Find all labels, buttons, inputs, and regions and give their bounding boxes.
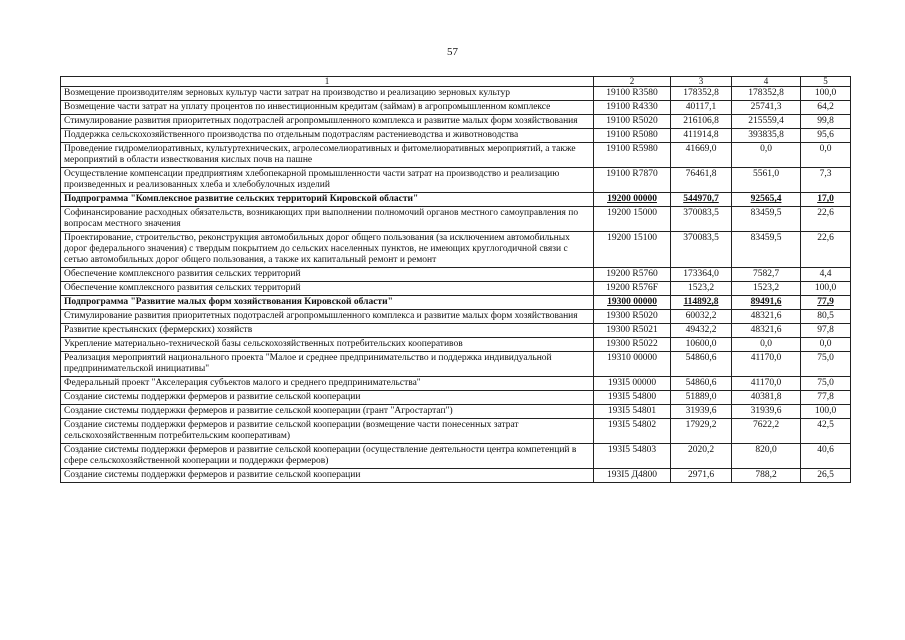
row-value-cell: 95,6 bbox=[801, 129, 851, 143]
row-code-cell: 193I5 Д4800 bbox=[594, 469, 671, 483]
row-name-cell: Проектирование, строительство, реконструкция автомобильных дорог общего пользования (за исключением автомобильных дорог федерального значения) с твердым покрытием до сельских населенных пунктов, не имеющих круглогодичной связи с сетью автомобильных дорог общего пользования, а также их капитальный ремонт и ремонт bbox=[61, 232, 594, 268]
row-value-cell: 26,5 bbox=[801, 469, 851, 483]
table-row bbox=[61, 232, 851, 268]
row-value-cell: 393835,8 bbox=[732, 129, 801, 143]
row-value-cell: 83459,5 bbox=[732, 207, 801, 232]
row-code-cell: 19100 R5080 bbox=[594, 129, 671, 143]
row-value-cell: 41170,0 bbox=[732, 352, 801, 377]
row-code-cell: 19200 15000 bbox=[594, 207, 671, 232]
row-name-cell: Укрепление материально-технической базы сельскохозяйственных потребительских кооперативов bbox=[61, 338, 594, 352]
row-value-cell: 114892,8 bbox=[671, 296, 732, 310]
row-code-cell: 19100 R5980 bbox=[594, 143, 671, 168]
row-value-cell: 5561,0 bbox=[732, 168, 801, 193]
row-value-cell: 7582,7 bbox=[732, 268, 801, 282]
row-code-cell: 19100 R3580 bbox=[594, 87, 671, 101]
row-code-cell: 19200 00000 bbox=[594, 193, 671, 207]
table-row bbox=[61, 207, 851, 232]
row-code-cell: 19300 R5020 bbox=[594, 310, 671, 324]
table-row bbox=[61, 268, 851, 282]
column-header: 1 bbox=[61, 77, 594, 87]
table-row bbox=[61, 391, 851, 405]
table-row bbox=[61, 324, 851, 338]
row-code-cell: 193I5 54801 bbox=[594, 405, 671, 419]
row-value-cell: 173364,0 bbox=[671, 268, 732, 282]
row-value-cell: 178352,8 bbox=[671, 87, 732, 101]
row-value-cell: 54860,6 bbox=[671, 377, 732, 391]
row-name-cell: Поддержка сельскохозяйственного производства по отдельным подотраслям растениеводства и животноводства bbox=[61, 129, 594, 143]
row-value-cell: 100,0 bbox=[801, 87, 851, 101]
table-row bbox=[61, 444, 851, 469]
table-row bbox=[61, 115, 851, 129]
row-value-cell: 41669,0 bbox=[671, 143, 732, 168]
row-value-cell: 97,8 bbox=[801, 324, 851, 338]
row-name-cell: Проведение гидромелиоративных, культуртехнических, агролесомелиоративных и фитомелиоративных мероприятий, а также мероприятий в области известкования кислых почв на пашне bbox=[61, 143, 594, 168]
row-value-cell: 83459,5 bbox=[732, 232, 801, 268]
row-value-cell: 77,9 bbox=[801, 296, 851, 310]
column-header: 4 bbox=[732, 77, 801, 87]
row-value-cell: 100,0 bbox=[801, 405, 851, 419]
row-value-cell: 40381,8 bbox=[732, 391, 801, 405]
row-name-cell: Стимулирование развития приоритетных подотраслей агропромышленного комплекса и развитие малых форм хозяйствования bbox=[61, 310, 594, 324]
row-name-cell: Создание системы поддержки фермеров и развитие сельской кооперации (грант "Агростартап") bbox=[61, 405, 594, 419]
row-value-cell: 4,4 bbox=[801, 268, 851, 282]
table-row bbox=[61, 310, 851, 324]
table-row bbox=[61, 87, 851, 101]
row-name-cell: Стимулирование развития приоритетных подотраслей агропромышленного комплекса и развитие малых форм хозяйствования bbox=[61, 115, 594, 129]
table-row bbox=[61, 469, 851, 483]
table-row bbox=[61, 352, 851, 377]
row-name-cell: Федеральный проект "Акселерация субъектов малого и среднего предпринимательства" bbox=[61, 377, 594, 391]
row-value-cell: 17,0 bbox=[801, 193, 851, 207]
row-code-cell: 19200 R576F bbox=[594, 282, 671, 296]
row-code-cell: 19300 R5021 bbox=[594, 324, 671, 338]
row-code-cell: 19100 R7870 bbox=[594, 168, 671, 193]
row-value-cell: 31939,6 bbox=[732, 405, 801, 419]
table-row bbox=[61, 405, 851, 419]
page-number: 57 bbox=[447, 46, 458, 58]
row-value-cell: 41170,0 bbox=[732, 377, 801, 391]
row-value-cell: 370083,5 bbox=[671, 207, 732, 232]
row-value-cell: 2020,2 bbox=[671, 444, 732, 469]
row-value-cell: 25741,3 bbox=[732, 101, 801, 115]
row-code-cell: 19100 R5020 bbox=[594, 115, 671, 129]
column-header: 3 bbox=[671, 77, 732, 87]
row-value-cell: 64,2 bbox=[801, 101, 851, 115]
row-value-cell: 0,0 bbox=[801, 143, 851, 168]
row-value-cell: 370083,5 bbox=[671, 232, 732, 268]
row-value-cell: 31939,6 bbox=[671, 405, 732, 419]
row-value-cell: 0,0 bbox=[732, 338, 801, 352]
row-name-cell: Подпрограмма "Комплексное развитие сельских территорий Кировской области" bbox=[61, 193, 594, 207]
table-row bbox=[61, 338, 851, 352]
row-value-cell: 99,8 bbox=[801, 115, 851, 129]
row-name-cell: Реализация мероприятий национального проекта "Малое и среднее предпринимательство и поддержка индивидуальной предпринимательской инициативы" bbox=[61, 352, 594, 377]
row-value-cell: 89491,6 bbox=[732, 296, 801, 310]
row-code-cell: 19300 00000 bbox=[594, 296, 671, 310]
row-value-cell: 10600,0 bbox=[671, 338, 732, 352]
row-name-cell: Возмещение производителям зерновых культур части затрат на производство и реализацию зерновых культур bbox=[61, 87, 594, 101]
row-value-cell: 2971,6 bbox=[671, 469, 732, 483]
table-row bbox=[61, 419, 851, 444]
row-value-cell: 22,6 bbox=[801, 207, 851, 232]
table-body bbox=[61, 77, 851, 483]
row-value-cell: 76461,8 bbox=[671, 168, 732, 193]
row-value-cell: 49432,2 bbox=[671, 324, 732, 338]
row-value-cell: 48321,6 bbox=[732, 310, 801, 324]
table-row bbox=[61, 282, 851, 296]
row-value-cell: 51889,0 bbox=[671, 391, 732, 405]
row-value-cell: 17929,2 bbox=[671, 419, 732, 444]
row-name-cell: Обеспечение комплексного развития сельских территорий bbox=[61, 282, 594, 296]
row-value-cell: 77,8 bbox=[801, 391, 851, 405]
row-value-cell: 0,0 bbox=[732, 143, 801, 168]
row-value-cell: 60032,2 bbox=[671, 310, 732, 324]
column-header: 5 bbox=[801, 77, 851, 87]
row-value-cell: 216106,8 bbox=[671, 115, 732, 129]
row-name-cell: Развитие крестьянских (фермерских) хозяйств bbox=[61, 324, 594, 338]
row-value-cell: 411914,8 bbox=[671, 129, 732, 143]
budget-table bbox=[60, 76, 851, 483]
row-name-cell: Обеспечение комплексного развития сельских территорий bbox=[61, 268, 594, 282]
row-code-cell: 19100 R4330 bbox=[594, 101, 671, 115]
row-value-cell: 820,0 bbox=[732, 444, 801, 469]
row-code-cell: 193I5 54802 bbox=[594, 419, 671, 444]
table-row bbox=[61, 193, 851, 207]
row-name-cell: Создание системы поддержки фермеров и развитие сельской кооперации (возмещение части понесенных затрат сельскохозяйственным потребительским кооперативам) bbox=[61, 419, 594, 444]
row-value-cell: 0,0 bbox=[801, 338, 851, 352]
table-row bbox=[61, 296, 851, 310]
row-name-cell: Софинансирование расходных обязательств, возникающих при выполнении полномочий органов местного самоуправления по вопросам местного значения bbox=[61, 207, 594, 232]
row-value-cell: 7,3 bbox=[801, 168, 851, 193]
table-row bbox=[61, 377, 851, 391]
row-value-cell: 544970,7 bbox=[671, 193, 732, 207]
table-row bbox=[61, 168, 851, 193]
row-value-cell: 7622,2 bbox=[732, 419, 801, 444]
row-code-cell: 19300 R5022 bbox=[594, 338, 671, 352]
row-name-cell: Создание системы поддержки фермеров и развитие сельской кооперации bbox=[61, 469, 594, 483]
row-value-cell: 1523,2 bbox=[671, 282, 732, 296]
row-value-cell: 40,6 bbox=[801, 444, 851, 469]
table-header-row bbox=[61, 77, 851, 87]
row-value-cell: 42,5 bbox=[801, 419, 851, 444]
row-value-cell: 1523,2 bbox=[732, 282, 801, 296]
row-value-cell: 75,0 bbox=[801, 352, 851, 377]
row-value-cell: 40117,1 bbox=[671, 101, 732, 115]
row-name-cell: Возмещение части затрат на уплату процентов по инвестиционным кредитам (займам) в агропромышленном комплексе bbox=[61, 101, 594, 115]
row-value-cell: 80,5 bbox=[801, 310, 851, 324]
row-name-cell: Создание системы поддержки фермеров и развитие сельской кооперации bbox=[61, 391, 594, 405]
row-name-cell: Подпрограмма "Развитие малых форм хозяйствования Кировской области" bbox=[61, 296, 594, 310]
table-row bbox=[61, 143, 851, 168]
row-value-cell: 178352,8 bbox=[732, 87, 801, 101]
row-value-cell: 48321,6 bbox=[732, 324, 801, 338]
row-name-cell: Создание системы поддержки фермеров и развитие сельской кооперации (осуществление деятельности центра компетенций в сфере сельскохозяйственной кооперации и поддержки фермеров) bbox=[61, 444, 594, 469]
row-code-cell: 193I5 54800 bbox=[594, 391, 671, 405]
row-value-cell: 788,2 bbox=[732, 469, 801, 483]
row-code-cell: 193I5 00000 bbox=[594, 377, 671, 391]
table-row bbox=[61, 129, 851, 143]
row-code-cell: 19310 00000 bbox=[594, 352, 671, 377]
row-code-cell: 19200 R5760 bbox=[594, 268, 671, 282]
column-header: 2 bbox=[594, 77, 671, 87]
row-code-cell: 193I5 54803 bbox=[594, 444, 671, 469]
row-value-cell: 100,0 bbox=[801, 282, 851, 296]
row-name-cell: Осуществление компенсации предприятиям хлебопекарной промышленности части затрат на производство и реализацию произведенных и реализованных хлеба и хлебобулочных изделий bbox=[61, 168, 594, 193]
row-value-cell: 22,6 bbox=[801, 232, 851, 268]
row-value-cell: 54860,6 bbox=[671, 352, 732, 377]
row-value-cell: 75,0 bbox=[801, 377, 851, 391]
row-value-cell: 215559,4 bbox=[732, 115, 801, 129]
table-row bbox=[61, 101, 851, 115]
row-code-cell: 19200 15100 bbox=[594, 232, 671, 268]
row-value-cell: 92565,4 bbox=[732, 193, 801, 207]
